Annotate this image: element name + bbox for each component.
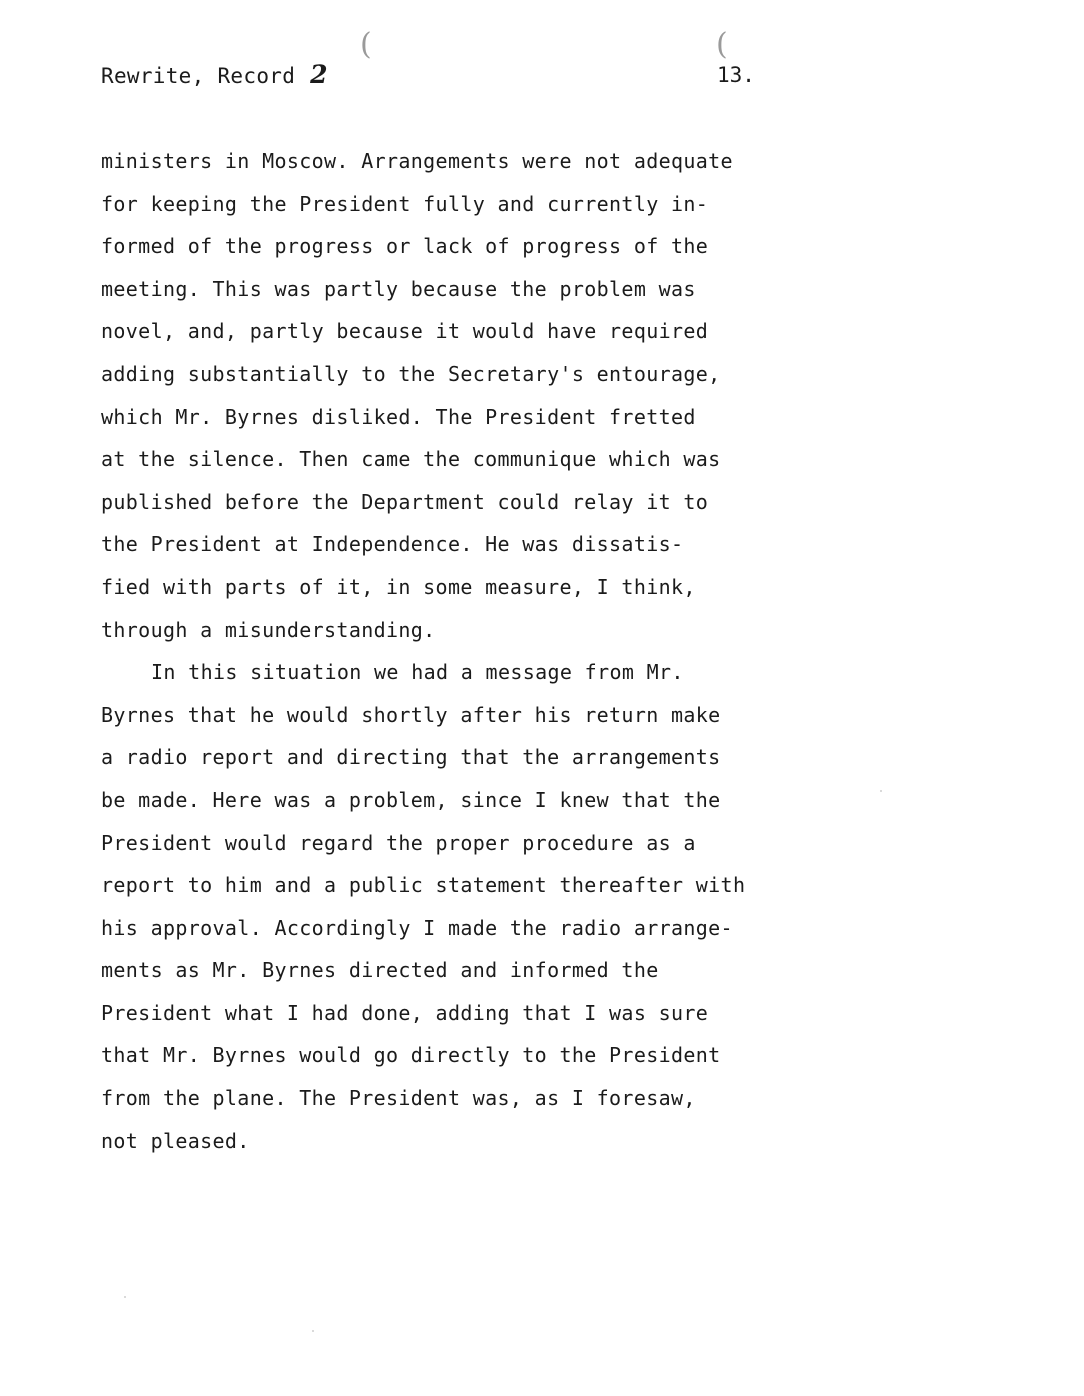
- text-line: Byrnes that he would shortly after his return make: [101, 702, 721, 727]
- text-line: President would regard the proper procedure as a: [101, 830, 696, 855]
- margin-paren-left: (: [360, 27, 372, 62]
- text-line: not pleased.: [101, 1128, 250, 1153]
- text-line: ministers in Moscow. Arrangements were not adequate: [101, 149, 733, 173]
- text-line: ments as Mr. Byrnes directed and informed the: [101, 958, 659, 983]
- text-line: the President at Independence. He was dissatis-: [101, 532, 684, 557]
- text-line: report to him and a public statement thereafter with: [101, 873, 746, 898]
- page-number: 13.: [717, 63, 755, 87]
- text-line: be made. Here was a problem, since I knew that the: [101, 787, 721, 812]
- text-line: published before the Department could relay it to: [101, 489, 709, 514]
- paper-speck: [312, 1330, 314, 1332]
- text-line: a radio report and directing that the arrangements: [101, 745, 721, 770]
- paper-speck: [880, 790, 882, 792]
- text-line: that Mr. Byrnes would go directly to the President: [101, 1043, 721, 1068]
- text-line: meeting. This was partly because the problem was: [101, 276, 696, 301]
- text-line: his approval. Accordingly I made the radio arrange-: [101, 915, 733, 940]
- page-header: [101, 60, 761, 94]
- paper-speck: [124, 1296, 126, 1298]
- text-line: from the plane. The President was, as I foresaw,: [101, 1086, 696, 1111]
- text-line: for keeping the President fully and currently in-: [101, 191, 709, 216]
- body-text: [101, 140, 801, 1162]
- text-line: at the silence. Then came the communique which was: [101, 447, 721, 472]
- text-line: through a misunderstanding.: [101, 617, 436, 642]
- handwritten-record-number: 2: [310, 60, 328, 89]
- text-line: novel, and, partly because it would have required: [101, 319, 709, 344]
- margin-paren-right: (: [716, 27, 728, 62]
- text-line: formed of the progress or lack of progress of the: [101, 234, 709, 259]
- text-line-paragraph-start: In this situation we had a message from Mr.: [151, 660, 684, 685]
- text-line: which Mr. Byrnes disliked. The President fretted: [101, 404, 696, 429]
- header-title: Rewrite, Record: [101, 64, 296, 88]
- text-line: fied with parts of it, in some measure, I think,: [101, 574, 696, 599]
- text-line: adding substantially to the Secretary's entourage,: [101, 361, 721, 386]
- header-title-group: [101, 60, 328, 91]
- text-line: President what I had done, adding that I was sure: [101, 1000, 709, 1025]
